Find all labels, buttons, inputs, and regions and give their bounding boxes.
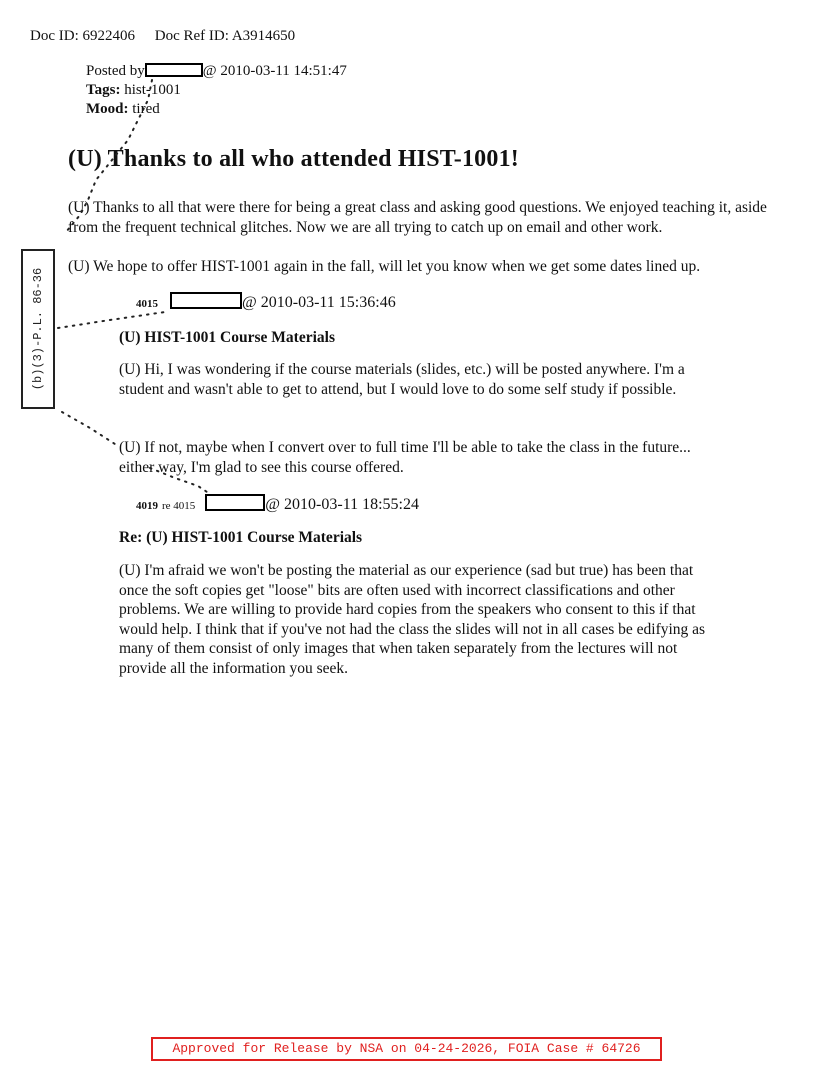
comment-reply-to[interactable]: re 4015 — [162, 500, 196, 512]
comment-paragraph: (U) If not, maybe when I convert over to full time I'll be able to take the class in the future... either way, I'm glad to see this course offered. — [119, 439, 691, 476]
comment-paragraph: (U) Hi, I was wondering if the course materials (slides, etc.) will be posted anywhere. I'm a student and wasn't able to get to attend, but I would love to do some self study if possible. — [119, 361, 685, 398]
posted-by-label: Posted by — [86, 63, 145, 79]
mood-label: Mood: — [86, 101, 129, 117]
comment-id[interactable]: 4019 — [136, 500, 158, 512]
post-title: (U) Thanks to all who attended HIST-1001! — [68, 146, 519, 172]
leader-line — [62, 412, 118, 446]
leader-line — [66, 80, 152, 232]
release-stamp: Approved for Release by NSA on 04-24-2026, FOIA Case # 64726 — [151, 1037, 662, 1061]
leader-line — [58, 312, 165, 328]
post-timestamp: @ 2010-03-11 14:51:47 — [202, 63, 347, 79]
exemption-label: (b)(3)-P.L. 86-36 — [31, 267, 45, 391]
post-paragraph: (U) We hope to offer HIST-1001 again in the fall, will let you know when we get some dates lined up. — [68, 258, 701, 275]
comment-title: Re: (U) HIST-1001 Course Materials — [119, 529, 363, 546]
comment-title: (U) HIST-1001 Course Materials — [119, 329, 335, 346]
tags-label: Tags: — [86, 82, 121, 98]
comment-timestamp: @ 2010-03-11 18:55:24 — [265, 496, 419, 513]
leader-line — [150, 468, 210, 494]
doc-ref-id: Doc Ref ID: A3914650 — [154, 28, 296, 44]
comment-paragraph: (U) I'm afraid we won't be posting the material as our experience (sad but true) has been that once the soft copies get "loose" bits are often used with incorrect classifications and other problems. We are willing to provide hard copies from the speakers who consent to this if that would help. I think that if you've not had the class the slides will not in all cases be edifying as many of them consist of only images that when taken separately from the lectures will not provide all the information you seek. — [119, 562, 706, 677]
mood-value: tired — [132, 101, 160, 117]
tags-value[interactable]: hist-1001 — [124, 82, 181, 98]
comment-id[interactable]: 4015 — [136, 298, 158, 310]
post-paragraph: (U) Thanks to all that were there for being a great class and asking good questions. We enjoyed teaching it, aside from the frequent technical glitches. Now we are all trying to catch up on email and other work. — [68, 199, 767, 236]
doc-id: Doc ID: 6922406 — [30, 28, 135, 44]
comment-timestamp: @ 2010-03-11 15:36:46 — [242, 294, 396, 311]
